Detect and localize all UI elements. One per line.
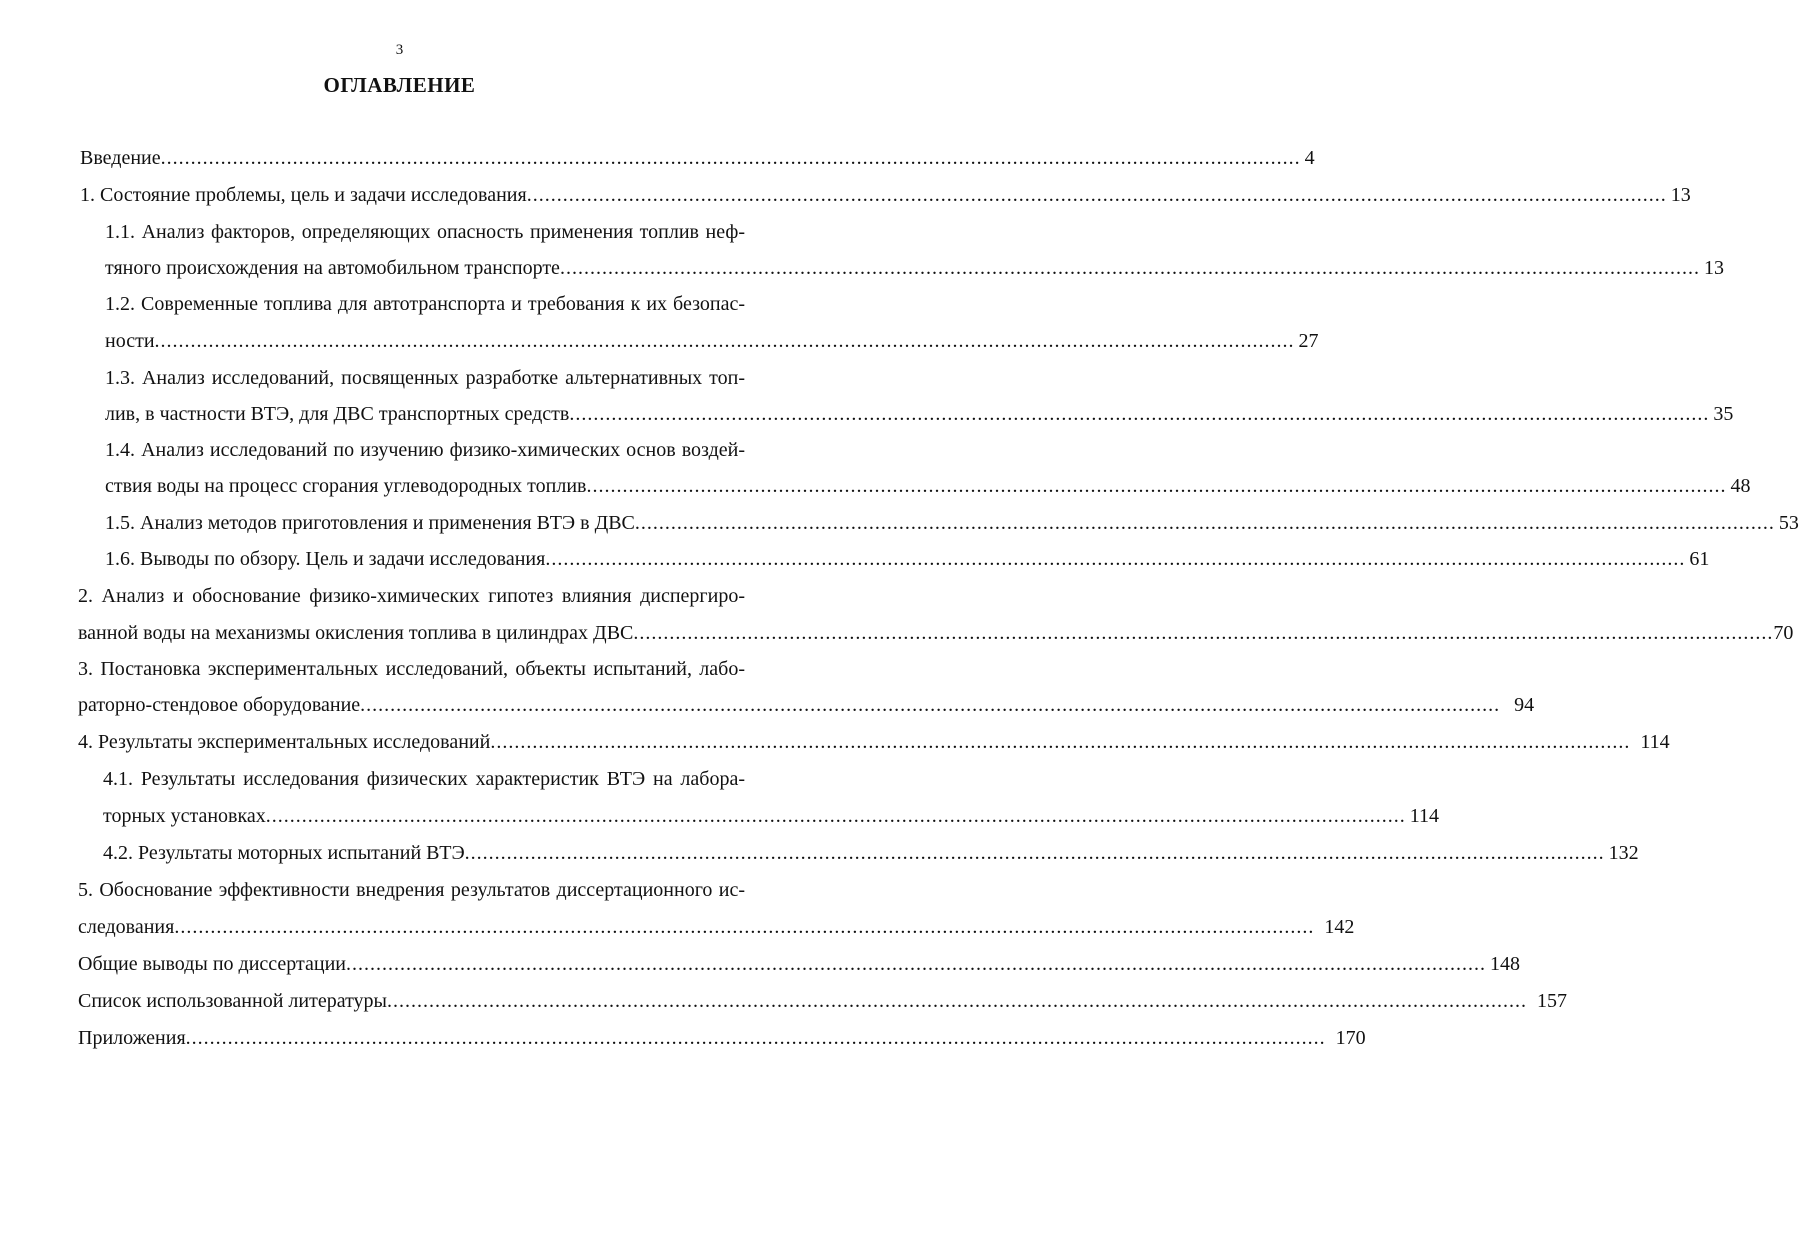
toc-entry-label: 4.2. Результаты моторных испытаний ВТЭ	[103, 842, 465, 864]
toc-entry-label: 1.6. Выводы по обзору. Цель и задачи исследования	[105, 548, 546, 570]
toc-entry-label: следования	[78, 916, 175, 938]
toc-entry-label: Список использованной литературы	[78, 990, 387, 1012]
toc-entry-page: 27	[1298, 330, 1319, 352]
toc-entry-section-1-6[interactable]	[105, 546, 1710, 572]
toc-entry-section-1-3-line2[interactable]	[105, 401, 1734, 427]
leader-dots: ..............................................................................................................................................................................................	[160, 147, 1301, 169]
toc-entry-section-1-1-line1[interactable]: 1.1. Анализ факторов, определяющих опасность применения топлив неф-	[105, 221, 745, 243]
leader-dots: ..............................................................................................................................................................................................	[174, 916, 1315, 938]
leader-dots: ..............................................................................................................................................................................................	[545, 548, 1686, 570]
toc-entry-page: 114	[1640, 731, 1670, 753]
toc-entry-chapter-5-line2[interactable]	[78, 914, 1355, 940]
toc-entry-label: 1. Состояние проблемы, цель и задачи исследования	[80, 184, 527, 206]
toc-entry-references[interactable]	[78, 988, 1567, 1014]
toc-entry-page: 142	[1324, 916, 1355, 938]
toc-entry-section-1-3-line1[interactable]: 1.3. Анализ исследований, посвященных разработке альтернативных топ-	[105, 367, 745, 389]
toc-entry-chapter-3-line1[interactable]: 3. Постановка экспериментальных исследований, объекты испытаний, лабо-	[78, 658, 745, 680]
toc-entry-section-1-1-line2[interactable]	[105, 255, 1724, 281]
toc-entry-chapter-4[interactable]	[78, 729, 1670, 755]
leader-dots: ..............................................................................................................................................................................................	[346, 953, 1486, 975]
toc-entry-chapter-2-line2[interactable]	[78, 620, 1794, 646]
toc-entry-page: 53	[1778, 512, 1799, 534]
toc-entry-label: Приложения	[78, 1027, 186, 1049]
toc-entry-page: 13	[1703, 257, 1724, 279]
page-title: ОГЛАВЛЕНИЕ	[323, 73, 476, 97]
toc-entry-general-conclusions[interactable]	[78, 951, 1520, 977]
toc-entry-chapter-3-line2[interactable]	[78, 692, 1535, 718]
toc-entry-label: ствия воды на процесс сгорания углеводородных топлив	[105, 475, 587, 497]
toc-entry-label: 4. Результаты экспериментальных исследований	[78, 731, 491, 753]
toc-entry-section-1-4-line1[interactable]: 1.4. Анализ исследований по изучению физико-химических основ воздей-	[105, 439, 745, 461]
leader-dots: ..............................................................................................................................................................................................	[526, 184, 1667, 206]
toc-entry-appendices[interactable]	[78, 1025, 1366, 1051]
toc-entry-label: 1.5. Анализ методов приготовления и применения ВТЭ в ДВС	[105, 512, 635, 534]
leader-dots: ..............................................................................................................................................................................................	[185, 1027, 1326, 1049]
toc-entry-page: 48	[1730, 475, 1751, 497]
leader-dots: ..............................................................................................................................................................................................	[634, 512, 1775, 534]
toc-entry-label: тяного происхождения на автомобильном транспорте	[105, 257, 560, 279]
leader-dots: ..............................................................................................................................................................................................	[464, 842, 1605, 864]
toc-entry-page: 157	[1536, 990, 1567, 1012]
toc-entry-chapter-5-line1[interactable]: 5. Обоснование эффективности внедрения результатов диссертационного ис-	[78, 879, 745, 901]
toc-entry-section-4-1-line1[interactable]: 4.1. Результаты исследования физических характеристик ВТЭ на лабора-	[103, 768, 745, 790]
leader-dots: ..............................................................................................................................................................................................	[559, 257, 1700, 279]
leader-dots: ..............................................................................................................................................................................................	[360, 694, 1501, 716]
toc-entry-section-1-5[interactable]	[105, 510, 1799, 536]
leader-dots: ..............................................................................................................................................................................................	[265, 805, 1406, 827]
toc-entry-introduction[interactable]	[80, 145, 1315, 171]
toc-entry-section-4-2[interactable]	[103, 840, 1639, 866]
toc-entry-section-4-1-line2[interactable]	[103, 803, 1440, 829]
toc-entry-page: 94	[1514, 694, 1535, 716]
toc-entry-page: 70	[1773, 622, 1794, 644]
toc-entry-page: 148	[1490, 953, 1520, 975]
leader-dots: ..............................................................................................................................................................................................	[586, 475, 1727, 497]
toc-entry-chapter-1[interactable]	[80, 182, 1691, 208]
leader-dots: ..............................................................................................................................................................................................	[154, 330, 1295, 352]
toc-entry-label: Общие выводы по диссертации	[78, 953, 346, 975]
toc-entry-page: 114	[1409, 805, 1440, 827]
leader-dots: ..............................................................................................................................................................................................	[633, 622, 1774, 644]
toc-entry-page: 13	[1670, 184, 1691, 206]
toc-entry-label: раторно-стендовое оборудование	[78, 694, 361, 716]
toc-entry-page: 132	[1608, 842, 1639, 864]
leader-dots: ..............................................................................................................................................................................................	[490, 731, 1631, 753]
toc-entry-label: ванной воды на механизмы окисления топлива в цилиндрах ДВС	[78, 622, 634, 644]
toc-entry-label: торных установках	[103, 805, 266, 827]
toc-entry-label: Введение	[80, 147, 161, 169]
toc-entry-page: 35	[1713, 403, 1734, 425]
toc-entry-page: 61	[1689, 548, 1710, 570]
toc-entry-page: 170	[1335, 1027, 1366, 1049]
toc-entry-page: 4	[1304, 147, 1315, 169]
leader-dots: ..............................................................................................................................................................................................	[569, 403, 1710, 425]
toc-entry-section-1-4-line2[interactable]	[105, 473, 1751, 499]
toc-entry-section-1-2-line2[interactable]	[105, 328, 1319, 354]
leader-dots: ..............................................................................................................................................................................................	[386, 990, 1527, 1012]
toc-entry-label: ности	[105, 330, 155, 352]
page-number: 3	[395, 42, 404, 58]
toc-entry-section-1-2-line1[interactable]: 1.2. Современные топлива для автотранспорта и требования к их безопас-	[105, 293, 745, 315]
toc-entry-label: лив, в частности ВТЭ, для ДВС транспортных средств	[105, 403, 570, 425]
toc-entry-chapter-2-line1[interactable]: 2. Анализ и обоснование физико-химических гипотез влияния диспергиро-	[78, 585, 745, 607]
